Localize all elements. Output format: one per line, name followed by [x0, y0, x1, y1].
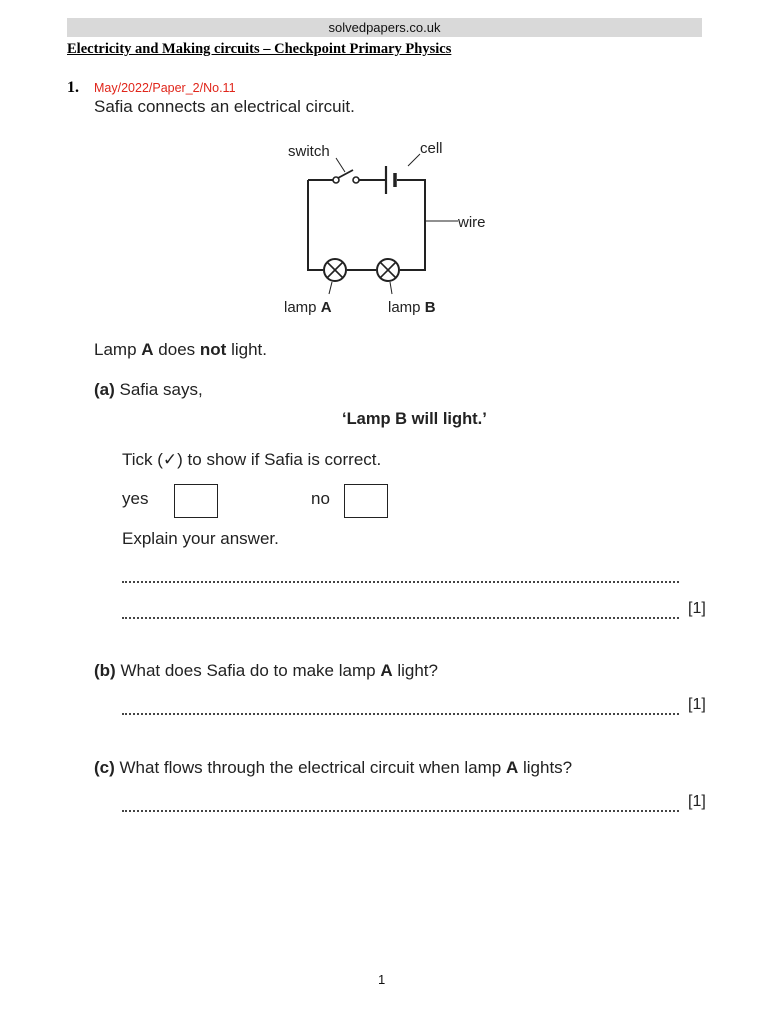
lamp-b-symbol [377, 259, 399, 281]
switch-symbol [333, 170, 359, 183]
lamp-a-symbol [324, 259, 346, 281]
part-c-label: (c) [94, 758, 115, 777]
answer-line-b[interactable] [122, 713, 679, 715]
part-a-label: (a) [94, 380, 115, 399]
switch-label: switch [288, 143, 330, 160]
answer-line-a2[interactable] [122, 617, 679, 619]
site-header [67, 18, 702, 37]
part-b-label: (b) [94, 661, 116, 680]
answer-line-a1[interactable] [122, 581, 679, 583]
page-number: 1 [378, 972, 386, 987]
question-number: 1. [67, 79, 79, 96]
part-c-mark: [1] [688, 793, 706, 810]
question-intro: Safia connects an electrical circuit. [94, 97, 355, 116]
wire-label: wire [458, 214, 486, 231]
circuit-wires [308, 180, 425, 270]
part-a-prompt: (a) Safia says, [94, 380, 203, 399]
yes-label: yes [122, 489, 149, 508]
question-reference: May/2022/Paper_2/No.11 [94, 81, 236, 95]
part-b-prompt: (b) What does Safia do to make lamp A light? [94, 661, 438, 680]
document-title: Electricity and Making circuits – Checkpoint Primary Physics [67, 41, 452, 57]
site-name: solvedpapers.co.uk [328, 20, 441, 35]
tick-instruction: Tick (✓) to show if Safia is correct. [122, 450, 382, 469]
yes-checkbox[interactable] [174, 484, 218, 518]
part-c-prompt: (c) What flows through the electrical circuit when lamp A lights? [94, 758, 573, 777]
cell-symbol [386, 166, 395, 194]
part-b-mark: [1] [688, 696, 706, 713]
no-label: no [311, 489, 330, 508]
lamp-b-label: lamp B [388, 299, 436, 316]
lamp-statement: Lamp A does not light. [94, 340, 267, 359]
circuit-diagram [270, 132, 500, 322]
lamp-a-label: lamp A [284, 299, 332, 316]
part-a-mark: [1] [688, 600, 706, 617]
cell-label: cell [420, 140, 443, 157]
explain-prompt: Explain your answer. [122, 529, 279, 548]
no-checkbox[interactable] [344, 484, 388, 518]
safia-quote: ‘Lamp B will light.’ [342, 410, 487, 428]
answer-line-c[interactable] [122, 810, 679, 812]
